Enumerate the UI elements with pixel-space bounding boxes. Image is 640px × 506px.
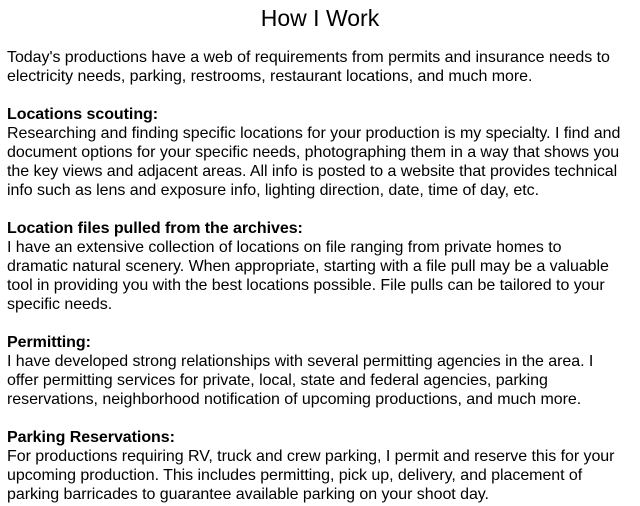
section-line: reservations, neighborhood notification of upcoming productions, and much more.	[7, 391, 582, 408]
section-parking-reservations	[7, 428, 633, 504]
section-locations-scouting	[7, 105, 633, 200]
section-line: I have an extensive collection of locations on file ranging from private homes to	[7, 239, 562, 256]
section-line: offer permitting services for private, local, state and federal agencies, parking	[7, 372, 548, 389]
section-line: I have developed strong relationships with several permitting agencies in the area. I	[7, 353, 594, 370]
intro-line: Today's productions have a web of requirements from permits and insurance needs to	[7, 49, 610, 66]
intro-line: electricity needs, parking, restrooms, restaurant locations, and much more.	[7, 68, 533, 85]
section-line: tool in providing you with the best locations possible. File pulls can be tailored to your	[7, 277, 605, 294]
section-heading: Parking Reservations:	[7, 429, 175, 446]
section-line: For productions requiring RV, truck and crew parking, I permit and reserve this for your	[7, 448, 615, 465]
section-heading: Locations scouting:	[7, 106, 159, 123]
page-title: How I Work	[260, 5, 380, 31]
section-line: document options for your specific needs, photographing them in a way that shows you	[7, 144, 620, 161]
section-line: info such as lens and exposure info, lighting direction, date, time of day, etc.	[7, 182, 540, 199]
section-line: upcoming production. This includes permitting, pick up, delivery, and placement of	[7, 467, 583, 484]
intro-paragraph	[7, 48, 633, 86]
section-line: parking barricades to guarantee available parking on your shoot day.	[7, 486, 489, 503]
section-line: Researching and finding specific locations for your production is my specialty. I find and	[7, 125, 621, 142]
section-heading: Permitting:	[7, 334, 91, 351]
section-heading: Location files pulled from the archives:	[7, 220, 303, 237]
section-line: the key views and adjacent areas. All info is posted to a website that provides technical	[7, 163, 618, 180]
section-line: dramatic natural scenery. When appropriate, starting with a file pull may be a valuable	[7, 258, 609, 275]
section-location-files	[7, 219, 633, 314]
section-permitting	[7, 333, 633, 409]
section-line: specific needs.	[7, 296, 113, 313]
